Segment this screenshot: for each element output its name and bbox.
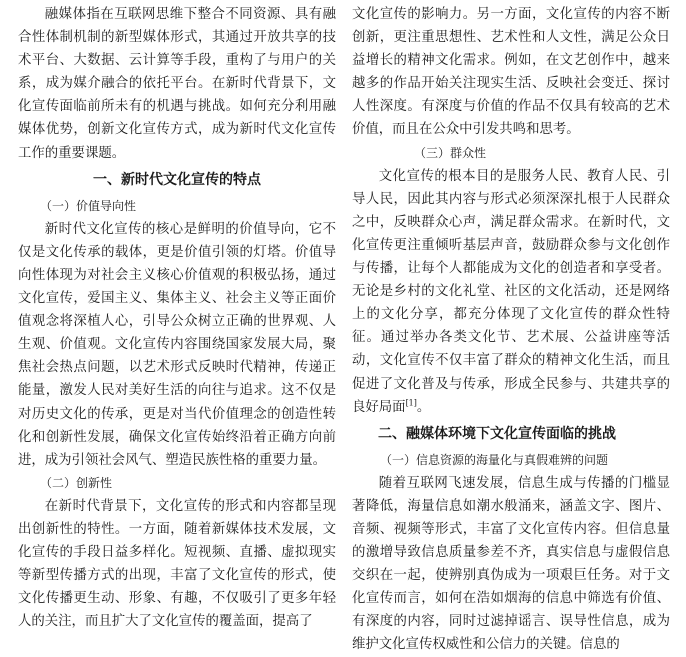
paragraph-information-overload: 随着互联网飞速发展，信息生成与传播的门槛显著降低，海量信息如潮水般涌来，涵盖文字、图片、音频、视频等形式，丰富了文化宣传内容。但信息量的激增导致信息质量参差不齐，真实信息与虚假信息交织在一起，使辨别真伪成为一项艰巨任务。对于文化宣传而言，如何在浩如烟海的信息中筛选有价值、有深度的内容，同时过滤掉谣言、误导性信息，成为维护文化宣传权威性和公信力的关键。信息的 <box>352 475 670 653</box>
left-column <box>18 3 336 633</box>
citation-ref: [1] <box>405 398 417 408</box>
paragraph-value-orientation: 新时代文化宣传的核心是鲜明的价值导向，它不仅是文化传承的载体，更是价值引领的灯塔。价值导向性体现为对社会主义核心价值观的积极弘扬，通过文化宣传，爱国主义、集体主义、社会主义等正面价值观念将深植人心，引导公众树立正确的世界观、人生观、价值观。文化宣传内容围绕国家发展大局，聚焦社会热点问题，以艺术形式反映时代精神，传递正能量，激发人民对美好生活的向往与追求。这不仅是对历史文化的传承，更是对当代价值理念的创造性转化和创新性发展，确保文化宣传始终沿着正确方向前进，成为引领社会风气、塑造民族性格的重要力量。 <box>18 221 336 468</box>
subheading-mass-nature: （三）群众性 <box>414 145 487 160</box>
right-column <box>352 3 670 657</box>
section-heading-features: 一、新时代文化宣传的特点 <box>93 171 261 188</box>
subheading-value-orientation: （一）价值导向性 <box>40 198 137 213</box>
intro-paragraph: 融媒体指在互联网思维下整合不同资源、具有融合性体制机制的新型媒体形式，其通过开放共享的技术平台、大数据、云计算等手段，重构了与用户的关系，成为媒介融合的依托平台。在新时代背景下，文化宣传面临前所未有的机遇与挑战。如何充分利用融媒体优势，创新文化宣传方式，成为新时代文化宣传工作的重要课题。 <box>18 7 336 161</box>
section-heading-challenges: 二、融媒体环境下文化宣传面临的挑战 <box>378 425 616 442</box>
paragraph-innovation-continued: 文化宣传的影响力。另一方面，文化宣传的内容不断创新，更注重思想性、艺术性和人文性，满足公众日益增长的精神文化需求。例如，在文艺创作中，越来越多的作品开始关注现实生活、反映社会变迁、探讨人性深度。有深度与价值的作品不仅具有较高的艺术价值，而且在公众中引发共鸣和思考。 <box>352 7 670 138</box>
subheading-innovation: （二）创新性 <box>40 475 113 490</box>
paragraph-mass-nature <box>352 165 670 419</box>
subheading-information-overload: （一）信息资源的海量化与真假难辨的问题 <box>380 452 609 467</box>
paragraph-mass-nature-text: 文化宣传的根本目的是服务人民、教育人民、引导人民，因此其内容与形式必须深深扎根于人民群众之中，反映群众心声，满足群众需求。在新时代，文化宣传更注重倾听基层声音，鼓励群众参与文化创作与传播，让每个人都能成为文化的创造者和享受者。无论是乡村的文化礼堂、社区的文化活动，还是网络上的文化分享，都充分体现了文化宣传的群众性特征。通过举办各类文化节、艺术展、公益讲座等活动，文化宣传不仅丰富了群众的精神文化生活，而且促进了文化普及与传承，形成全民参与、共建共享的良好局面 <box>352 168 670 415</box>
paragraph-mass-nature-end: 。 <box>416 399 431 415</box>
paragraph-innovation: 在新时代背景下，文化宣传的形式和内容都呈现出创新性的特性。一方面，随着新媒体技术发展，文化宣传的手段日益多样化。短视频、直播、虚拟现实等新型传播方式的出现，丰富了文化宣传的形式，使文化传播更生动、形象、有趣，不仅吸引了更多年轻人的关注，而且扩大了文化宣传的覆盖面，提高了 <box>18 498 336 630</box>
